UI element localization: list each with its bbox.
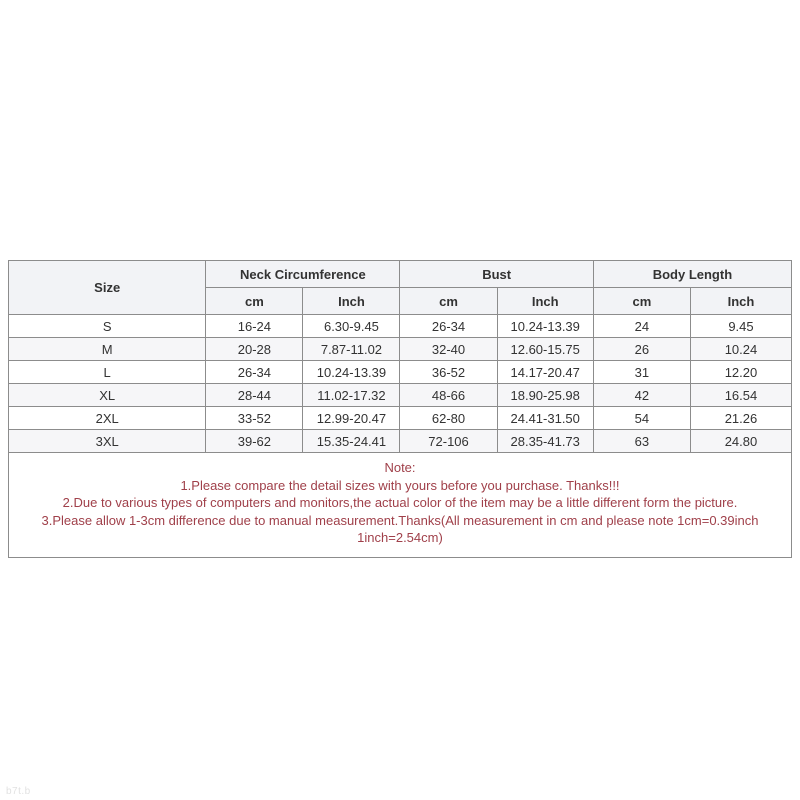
table-row-3xl xyxy=(9,430,792,453)
cell-neck-inch: 15.35-24.41 xyxy=(303,430,400,453)
cell-neck-cm: 33-52 xyxy=(206,407,303,430)
column-header-size: Size xyxy=(9,261,206,315)
cell-bust-cm: 36-52 xyxy=(400,361,497,384)
cell-body-cm: 24 xyxy=(593,315,690,338)
note-section xyxy=(9,453,792,558)
group-header-neck-circumference: Neck Circumference xyxy=(206,261,400,288)
table-row-2xl xyxy=(9,407,792,430)
cell-neck-cm: 28-44 xyxy=(206,384,303,407)
cell-bust-inch: 10.24-13.39 xyxy=(497,315,593,338)
note-line-1: 1.Please compare the detail sizes with yours before you purchase. Thanks!!! xyxy=(180,477,620,493)
cell-neck-cm: 26-34 xyxy=(206,361,303,384)
cell-bust-inch: 14.17-20.47 xyxy=(497,361,593,384)
cell-bust-cm: 26-34 xyxy=(400,315,497,338)
cell-bust-cm: 72-106 xyxy=(400,430,497,453)
cell-neck-inch: 12.99-20.47 xyxy=(303,407,400,430)
cell-body-cm: 42 xyxy=(593,384,690,407)
size-chart xyxy=(8,260,792,558)
cell-bust-cm: 48-66 xyxy=(400,384,497,407)
cell-body-cm: 54 xyxy=(593,407,690,430)
cell-neck-inch: 11.02-17.32 xyxy=(303,384,400,407)
table-row-m xyxy=(9,338,792,361)
cell-body-inch: 9.45 xyxy=(690,315,791,338)
cell-body-inch: 12.20 xyxy=(690,361,791,384)
unit-header-body-cm: cm xyxy=(593,288,690,315)
cell-body-cm: 31 xyxy=(593,361,690,384)
watermark: b7t.b xyxy=(6,786,31,797)
cell-body-inch: 16.54 xyxy=(690,384,791,407)
cell-size: L xyxy=(9,361,206,384)
group-header-body-length: Body Length xyxy=(593,261,791,288)
cell-body-cm: 63 xyxy=(593,430,690,453)
cell-neck-cm: 39-62 xyxy=(206,430,303,453)
cell-bust-inch: 28.35-41.73 xyxy=(497,430,593,453)
unit-header-bust-cm: cm xyxy=(400,288,497,315)
cell-bust-cm: 32-40 xyxy=(400,338,497,361)
table-row-s xyxy=(9,315,792,338)
unit-header-neck-cm: cm xyxy=(206,288,303,315)
cell-neck-inch: 6.30-9.45 xyxy=(303,315,400,338)
cell-body-inch: 10.24 xyxy=(690,338,791,361)
cell-body-inch: 21.26 xyxy=(690,407,791,430)
group-header-bust: Bust xyxy=(400,261,593,288)
note-line-3: 3.Please allow 1-3cm difference due to manual measurement.Thanks(All measurement in cm and please note 1cm=0.39inch 1inch=2.54cm) xyxy=(41,512,759,546)
note-line-2: 2.Due to various types of computers and monitors,the actual color of the item may be a little different form the picture. xyxy=(62,495,738,511)
cell-body-cm: 26 xyxy=(593,338,690,361)
note-row xyxy=(9,453,792,558)
cell-body-inch: 24.80 xyxy=(690,430,791,453)
cell-neck-inch: 10.24-13.39 xyxy=(303,361,400,384)
table-row-l xyxy=(9,361,792,384)
unit-header-bust-inch: Inch xyxy=(497,288,593,315)
unit-header-neck-inch: Inch xyxy=(303,288,400,315)
cell-bust-inch: 12.60-15.75 xyxy=(497,338,593,361)
cell-size: M xyxy=(9,338,206,361)
cell-size: XL xyxy=(9,384,206,407)
table-row-xl xyxy=(9,384,792,407)
cell-neck-cm: 16-24 xyxy=(206,315,303,338)
cell-size: S xyxy=(9,315,206,338)
note-title: Note: xyxy=(384,460,416,476)
group-header-row xyxy=(9,261,792,288)
unit-header-body-inch: Inch xyxy=(690,288,791,315)
cell-size: 3XL xyxy=(9,430,206,453)
cell-bust-inch: 18.90-25.98 xyxy=(497,384,593,407)
cell-bust-cm: 62-80 xyxy=(400,407,497,430)
cell-neck-inch: 7.87-11.02 xyxy=(303,338,400,361)
cell-size: 2XL xyxy=(9,407,206,430)
size-chart-table xyxy=(8,260,792,558)
cell-bust-inch: 24.41-31.50 xyxy=(497,407,593,430)
cell-neck-cm: 20-28 xyxy=(206,338,303,361)
